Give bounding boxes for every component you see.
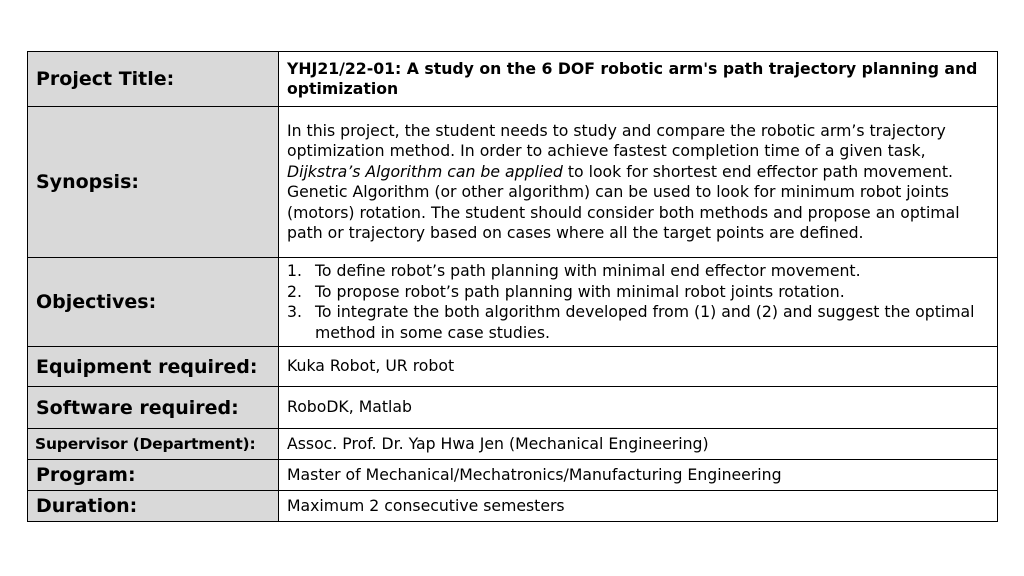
objectives-label: Objectives: (28, 258, 279, 347)
synopsis-label: Synopsis: (28, 107, 279, 258)
supervisor-value: Assoc. Prof. Dr. Yap Hwa Jen (Mechanical Engineering) (279, 429, 998, 460)
objective-item (287, 302, 989, 343)
duration-value: Maximum 2 consecutive semesters (279, 491, 998, 522)
program-label: Program: (28, 460, 279, 491)
project-title-label: Project Title: (28, 52, 279, 107)
equipment-label: Equipment required: (28, 347, 279, 387)
objective-text: To propose robot’s path planning with minimal robot joints rotation. (315, 281, 845, 301)
objective-number: 1. (287, 261, 302, 280)
equipment-row (28, 347, 998, 387)
objective-number: 3. (287, 302, 302, 321)
program-row (28, 460, 998, 491)
software-value: RoboDK, Matlab (279, 387, 998, 429)
objectives-list (287, 261, 989, 343)
program-value: Master of Mechanical/Mechatronics/Manufacturing Engineering (279, 460, 998, 491)
objectives-value (279, 258, 998, 347)
software-label: Software required: (28, 387, 279, 429)
duration-label: Duration: (28, 491, 279, 522)
objective-text: To define robot’s path planning with minimal end effector movement. (315, 261, 861, 280)
synopsis-text-italic: Dijkstra’s Algorithm can be applied (287, 161, 563, 181)
synopsis-text-part-1: In this project, the student needs to study and compare the robotic arm’s trajectory optimization method. In order to achieve fastest completion time of a given task, (287, 120, 946, 160)
objective-text: To integrate the both algorithm developed from (1) and (2) and suggest the optimal method in some case studies. (315, 302, 975, 342)
synopsis-value (279, 107, 998, 258)
synopsis-row (28, 107, 998, 258)
synopsis-text-part-2: to look for shortest end effector path movement. Genetic Algorithm (or other algorithm) can be used to look for minimum robot joints (motors) rotation. The student should consider both methods and propose an optimal path or trajectory based on cases where all the target points are defined. (287, 161, 960, 242)
objective-item (287, 261, 989, 282)
supervisor-label: Supervisor (Department): (28, 429, 279, 460)
equipment-value: Kuka Robot, UR robot (279, 347, 998, 387)
project-title-value: YHJ21/22-01: A study on the 6 DOF robotic arm's path trajectory planning and optimization (279, 52, 998, 107)
project-title-row (28, 52, 998, 107)
duration-row (28, 491, 998, 522)
supervisor-row (28, 429, 998, 460)
objective-number: 2. (287, 281, 302, 301)
project-info-table (27, 51, 998, 522)
objective-item (287, 282, 989, 303)
software-row (28, 387, 998, 429)
objectives-row (28, 258, 998, 347)
